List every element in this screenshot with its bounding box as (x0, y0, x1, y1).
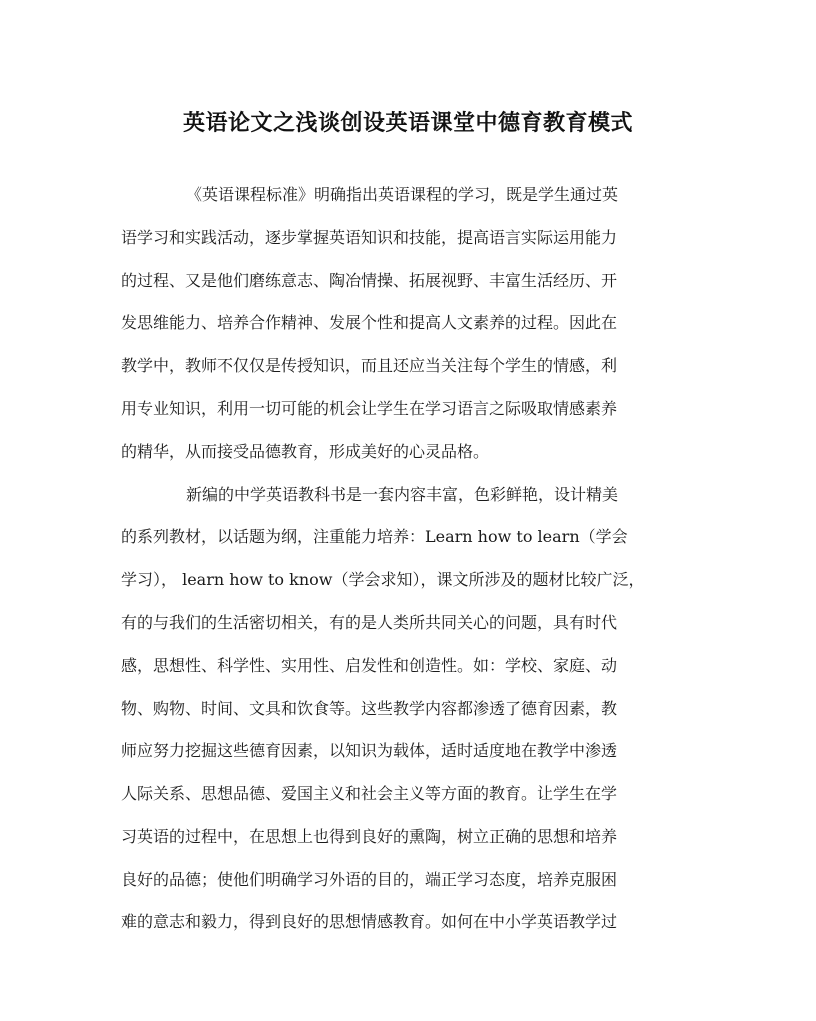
paragraph-line: 物、购物、时间、文具和饮食等。这些教学内容都渗透了德育因素，教 (121, 699, 618, 718)
paragraph-line: 教学中，教师不仅仅是传授知识，而且还应当关注每个学生的情感，利 (121, 356, 618, 375)
paragraph-line: 习英语的过程中，在思想上也得到良好的熏陶，树立正确的思想和培养 (121, 827, 618, 846)
paragraph-line: 的精华，从而接受品德教育，形成美好的心灵品格。 (121, 442, 490, 461)
paragraph-line: 用专业知识，利用一切可能的机会让学生在学习语言之际吸取情感素养 (121, 399, 618, 418)
document-title: 英语论文之浅谈创设英语课堂中德育教育模式 (182, 110, 633, 136)
paragraph-line: 发思维能力、培养合作精神、发展个性和提高人文素养的过程。因此在 (121, 313, 618, 332)
paragraph-line: 有的与我们的生活密切相关，有的是人类所共同关心的问题，具有时代 (121, 613, 618, 632)
paragraph-line: 新编的中学英语教科书是一套内容丰富，色彩鲜艳，设计精美 (186, 485, 619, 504)
paragraph-line: 良好的品德；使他们明确学习外语的目的，端正学习态度，培养克服困 (121, 870, 618, 889)
paragraph-line: 的过程、又是他们磨练意志、陶冶情操、拓展视野、丰富生活经历、开 (121, 271, 618, 290)
paragraph-line: 感，思想性、科学性、实用性、启发性和创造性。如：学校、家庭、动 (121, 656, 618, 675)
paragraph-line: 《英语课程标准》明确指出英语课程的学习，既是学生通过英 (186, 185, 619, 204)
paragraph-line: 学习）， learn how to know（学会求知），课文所涉及的题材比较广泛， (121, 570, 645, 589)
paragraph-line: 难的意志和毅力，得到良好的思想情感教育。如何在中小学英语教学过 (121, 912, 618, 931)
paragraph-line: 师应努力挖掘这些德育因素，以知识为载体，适时适度地在教学中渗透 (121, 741, 618, 760)
paragraph-line: 的系列教材，以话题为纲，注重能力培养：Learn how to learn（学会 (121, 527, 628, 546)
paragraph-line: 语学习和实践活动，逐步掌握英语知识和技能，提高语言实际运用能力 (121, 228, 618, 247)
paragraph-line: 人际关系、思想品德、爱国主义和社会主义等方面的教育。让学生在学 (121, 784, 618, 803)
